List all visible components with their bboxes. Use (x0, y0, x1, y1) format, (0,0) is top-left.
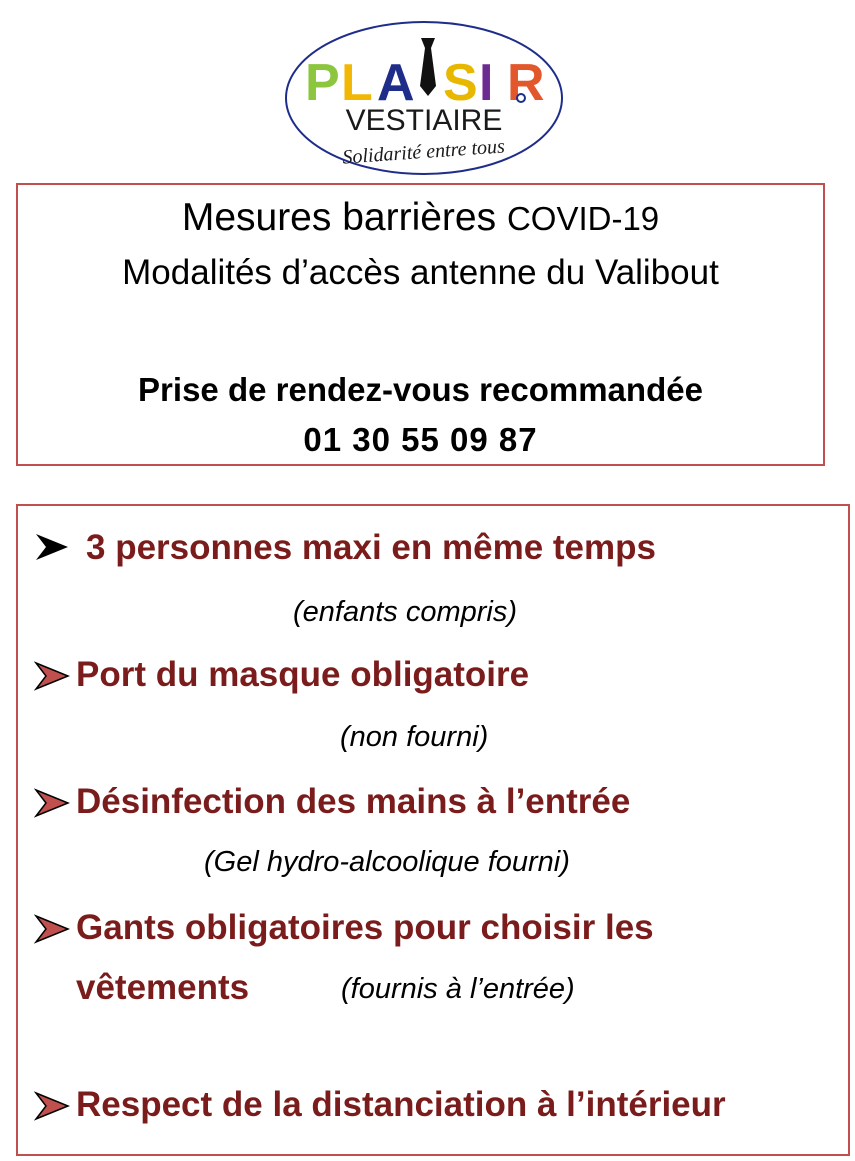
rule-1-note: (enfants compris) (293, 596, 518, 628)
header-subtitle: Modalités d’accès antenne du Valibout (122, 253, 719, 292)
header-title (18, 195, 823, 242)
rule-4-label: Gants obligatoires pour choisir les (76, 908, 654, 947)
rule-4-note: (fournis à l’entrée) (341, 973, 575, 1005)
rule-5-label: Respect de la distanciation à l’intérieur (76, 1085, 726, 1124)
arrow-bullet-icon (34, 788, 70, 818)
appointment-text: Prise de rendez-vous recommandée (138, 371, 703, 408)
rule-2-label: Port du masque obligatoire (76, 655, 530, 694)
rule-4-label-continued: vêtements (76, 968, 250, 1007)
rule-3-note: (Gel hydro-alcoolique fourni) (204, 846, 570, 878)
logo-letter-p: P (305, 54, 340, 112)
header-title-main: Mesures barrières (181, 196, 497, 239)
logo-letter-a: A (377, 54, 415, 112)
arrow-bullet-icon (34, 1091, 70, 1121)
arrow-bullet-icon (34, 532, 70, 562)
logo-vestiaire: VESTIAIRE (345, 104, 503, 137)
logo (283, 18, 565, 178)
phone-number: 01 30 55 09 87 (303, 421, 538, 458)
rules-box (16, 504, 850, 1156)
logo-letter-i1: I (419, 99, 420, 101)
logo-letter-i2: I (479, 54, 494, 112)
logo-letter-r: R (507, 54, 545, 112)
rule-1-label: 3 personnes maxi en même temps (86, 528, 656, 567)
header-title-covid: COVID-19 (506, 200, 660, 237)
logo-letter-l: L (341, 54, 373, 112)
arrow-bullet-icon (34, 914, 70, 944)
logo-letter-s: S (443, 54, 478, 112)
rule-2-note: (non fourni) (340, 721, 489, 753)
rule-3-label: Désinfection des mains à l’entrée (76, 782, 631, 821)
header-box (16, 183, 825, 466)
logo-tagline: Solidarité entre tous (341, 135, 506, 169)
arrow-bullet-icon (34, 661, 70, 691)
